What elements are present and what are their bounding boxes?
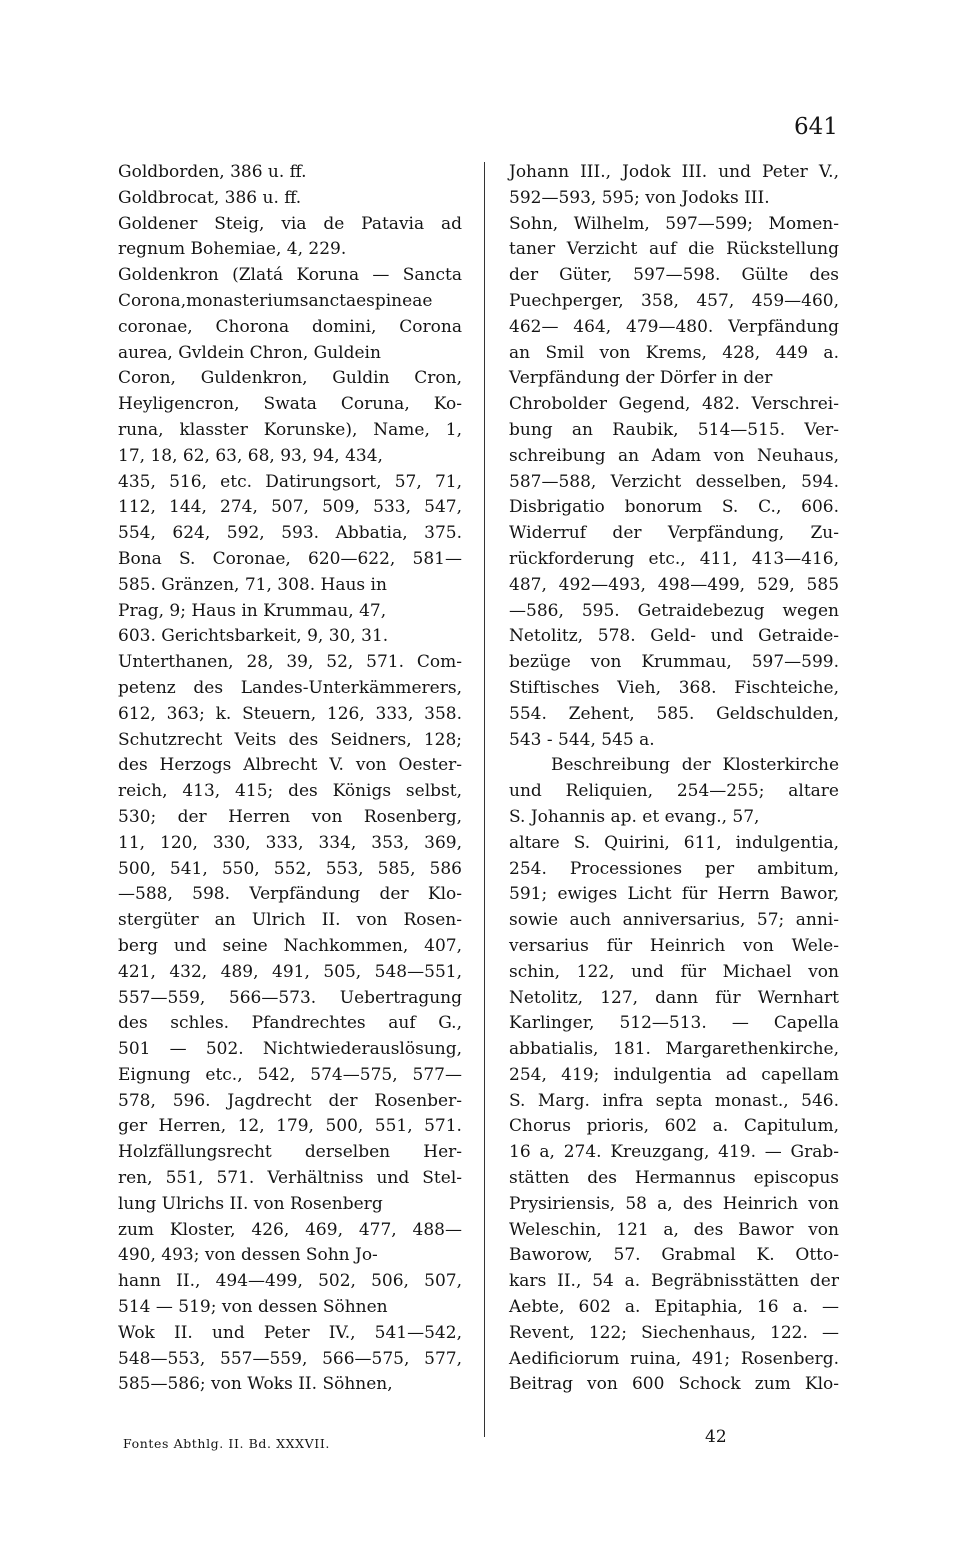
text-line: coronae, Chorona domini, Corona: [118, 316, 462, 337]
text-line: an Smil von Krems, 428, 449 a.: [509, 342, 839, 363]
text-line: Baworow, 57. Grabmal K. Otto-: [509, 1245, 839, 1266]
text-line: Stiftisches Vieh, 368. Fischteiche,: [509, 677, 839, 698]
text-line: Revent, 122; Siechenhaus, 122. —: [509, 1322, 839, 1343]
footer-signum: 42: [705, 1427, 727, 1447]
right-column: [509, 160, 839, 1398]
text-line: Widerruf der Verpfändung, Zu-: [509, 523, 840, 544]
text-line: Goldenkron (Zlatá Koruna — Sancta: [118, 265, 463, 286]
text-line: 591; ewiges Licht für Herrn Bawor,: [509, 884, 840, 905]
text-line: abbatialis, 181. Margarethenkirche,: [509, 1039, 840, 1060]
text-line: 501 — 502. Nichtwiederauslösung,: [118, 1039, 462, 1060]
text-line: der Güter, 597—598. Gülte des: [509, 265, 839, 286]
text-line: 585—586; von Woks II. Söhnen,: [118, 1374, 393, 1395]
text-line: Goldener Steig, via de Patavia ad: [118, 213, 463, 234]
text-line: 490, 493; von dessen Sohn Jo-: [118, 1245, 378, 1266]
text-line: und Reliquien, 254—255; altare: [509, 781, 839, 802]
text-line: 554. Zehent, 585. Geldschulden,: [509, 703, 839, 724]
text-line: Sohn, Wilhelm, 597—599; Momen-: [509, 213, 840, 234]
text-line: S. Marg. infra septa monast., 546.: [509, 1090, 839, 1111]
text-line: des Herzogs Albrecht V. von Oester-: [118, 755, 463, 776]
text-line: ger Herren, 12, 179, 500, 551, 571.: [118, 1116, 462, 1137]
text-line: taner Verzicht auf die Rückstellung: [509, 239, 839, 260]
text-line: 543 - 544, 545 a.: [509, 729, 655, 750]
text-line: 421, 432, 489, 491, 505, 548—551,: [118, 961, 462, 982]
text-line: lung Ulrichs II. von Rosenberg: [118, 1193, 383, 1214]
text-line: regnum Bohemiae, 4, 229.: [118, 239, 347, 260]
text-line: 16 a, 274. Kreuzgang, 419. — Grab-: [509, 1142, 839, 1163]
text-line: hann II., 494—499, 502, 506, 507,: [118, 1271, 462, 1292]
page-number: 641: [794, 114, 838, 140]
text-line: 587—588, Verzicht desselben, 594.: [509, 471, 839, 492]
footer-signature: Fontes Abthlg. II. Bd. XXXVII.: [123, 1436, 330, 1451]
text-line: Chrobolder Gegend, 482. Verschrei-: [509, 394, 839, 415]
text-line: Chorus prioris, 602 a. Capitulum,: [509, 1116, 839, 1137]
text-line: Aedificiorum ruina, 491; Rosenberg.: [509, 1348, 839, 1369]
text-line: stätten des Hermannus episcopus: [509, 1168, 839, 1189]
text-line: berg und seine Nachkommen, 407,: [118, 935, 462, 956]
text-line: 17, 18, 62, 63, 68, 93, 94, 434,: [118, 445, 383, 466]
text-line: Eignung etc., 542, 574—575, 577—: [118, 1064, 462, 1085]
text-line: Johann III., Jodok III. und Peter V.,: [509, 162, 839, 182]
text-line: 435, 516, etc. Datirungsort, 57, 71,: [118, 471, 463, 492]
text-line: Bona S. Coronae, 620—622, 581—: [118, 548, 462, 569]
text-line: Schutzrecht Veits des Seidners, 128;: [118, 729, 463, 750]
column-divider: [484, 162, 485, 1437]
text-line: 112, 144, 274, 507, 509, 533, 547,: [118, 497, 463, 518]
text-line: Wok II. und Peter IV., 541—542,: [118, 1322, 462, 1343]
text-line: 554, 624, 592, 593. Abbatia, 375.: [118, 523, 463, 544]
text-line: altare S. Quirini, 611, indulgentia,: [509, 832, 839, 853]
text-line: 514 — 519; von dessen Söhnen: [118, 1297, 388, 1318]
text-line: Beitrag von 600 Schock zum Klo-: [509, 1374, 839, 1395]
text-line: 487, 492—493, 498—499, 529, 585: [509, 574, 840, 595]
text-line: 462— 464, 479—480. Verpfändung: [509, 316, 839, 337]
text-line: 254. Processiones per ambitum,: [509, 858, 839, 879]
text-line: runa, klasster Korunske), Name, 1,: [118, 419, 462, 440]
text-line: 603. Gerichtsbarkeit, 9, 30, 31.: [118, 626, 389, 647]
text-line: petenz des Landes-Unterkämmerers,: [118, 677, 462, 698]
text-line: schin, 122, und für Michael von: [509, 961, 839, 982]
text-line: des schles. Pfandrechtes auf G.,: [118, 1013, 462, 1034]
text-line: stergüter an Ulrich II. von Rosen-: [118, 910, 462, 931]
text-line: rückforderung etc., 411, 413—416,: [509, 548, 839, 569]
text-line: Goldbrocat, 386 u. ff.: [118, 187, 302, 208]
text-line: Aebte, 602 a. Epitaphia, 16 a. —: [509, 1297, 840, 1318]
text-line: 578, 596. Jagdrecht der Rosenber-: [118, 1090, 462, 1111]
text-line: 592—593, 595; von Jodoks III.: [509, 187, 770, 208]
text-line: Unterthanen, 28, 39, 52, 571. Com-: [118, 652, 463, 673]
text-line: schreibung an Adam von Neuhaus,: [509, 445, 839, 466]
text-line: Verpfändung der Dörfer in der: [509, 368, 773, 389]
text-line: Weleschin, 121 a, des Bawor von: [509, 1219, 839, 1240]
text-line: Prysiriensis, 58 a, des Heinrich von: [509, 1193, 839, 1214]
text-line: 557—559, 566—573. Uebertragung: [118, 987, 462, 1008]
text-line: 530; der Herren von Rosenberg,: [118, 806, 462, 827]
text-line: zum Kloster, 426, 469, 477, 488—: [118, 1219, 462, 1240]
text-line: Goldborden, 386 u. ff.: [118, 162, 307, 182]
text-line: Disbrigatio bonorum S. C., 606.: [509, 497, 840, 518]
text-line: bezüge von Krummau, 597—599.: [509, 652, 840, 673]
text-line: kars II., 54 a. Begräbnisstätten der: [509, 1271, 839, 1292]
text-line: Netolitz, 578. Geld- und Getraide-: [509, 626, 839, 647]
text-line: Coron, Guldenkron, Guldin Cron,: [118, 368, 462, 389]
text-line: Holzfällungsrecht derselben Her-: [118, 1142, 462, 1163]
text-line: Heyligencron, Swata Coruna, Ko-: [118, 394, 463, 415]
text-line: 11, 120, 330, 333, 334, 353, 369,: [118, 832, 462, 853]
text-line: sowie auch anniversarius, 57; anni-: [509, 910, 839, 931]
text-line: ren, 551, 571. Verhältniss und Stel-: [118, 1168, 463, 1189]
text-line: reich, 413, 415; des Königs selbst,: [118, 781, 462, 802]
text-line: 612, 363; k. Steuern, 126, 333, 358.: [118, 703, 463, 724]
text-line: S. Johannis ap. et evang., 57,: [509, 806, 760, 827]
text-line: Netolitz, 127, dann für Wernhart: [509, 987, 840, 1008]
text-line: Karlinger, 512—513. — Capella: [509, 1013, 840, 1034]
text-line: 585. Gränzen, 71, 308. Haus in: [118, 574, 387, 595]
left-column: [118, 160, 462, 1398]
text-line: —588, 598. Verpfändung der Klo-: [118, 884, 463, 905]
text-line: Beschreibung der Klosterkirche: [551, 755, 839, 776]
text-line: Prag, 9; Haus in Krummau, 47,: [118, 600, 387, 621]
text-line: 254, 419; indulgentia ad capellam: [509, 1064, 839, 1085]
text-line: —586, 595. Getraidebezug wegen: [509, 600, 840, 621]
text-line: Corona,monasteriumsanctaespineae: [118, 290, 433, 311]
text-line: bung an Raubik, 514—515. Ver-: [509, 419, 840, 440]
text-line: versarius für Heinrich von Wele-: [509, 935, 839, 956]
text-line: Puechperger, 358, 457, 459—460,: [509, 290, 839, 311]
text-line: 548—553, 557—559, 566—575, 577,: [118, 1348, 462, 1369]
text-line: 500, 541, 550, 552, 553, 585, 586: [118, 858, 462, 879]
text-line: aurea, Gvldein Chron, Guldein: [118, 342, 381, 363]
